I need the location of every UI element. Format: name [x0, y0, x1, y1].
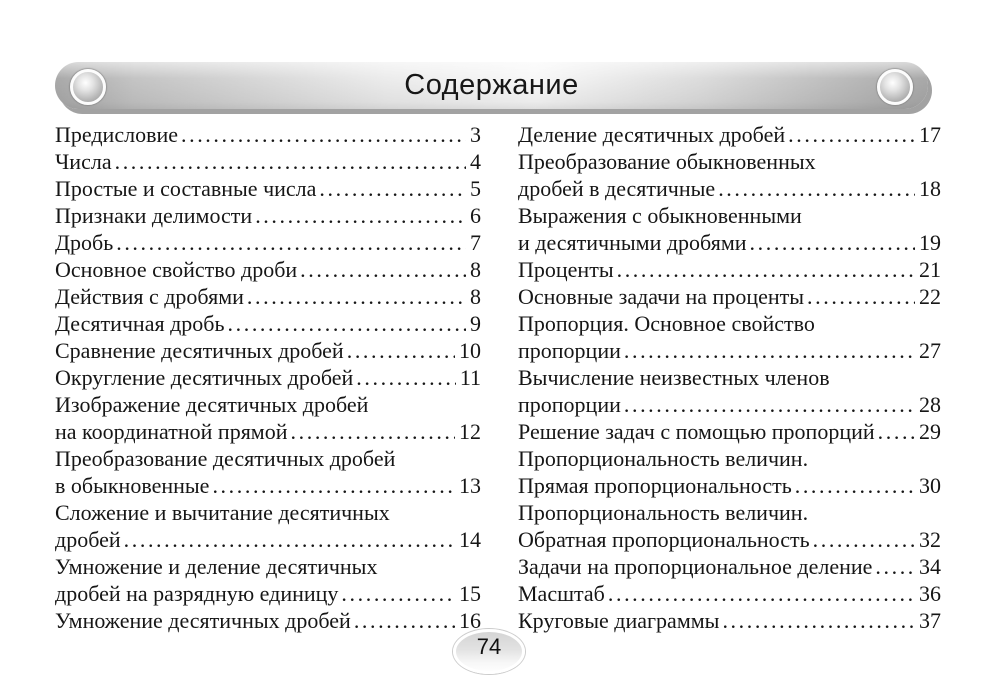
toc-entry-title: и десятичными дробями: [518, 230, 747, 255]
toc-entry-title: Умножение и деление десятичных: [55, 554, 378, 579]
toc-entry-line: [55, 391, 481, 418]
toc-entry-title: Прямая пропорциональность: [518, 473, 792, 498]
toc-entry-title: Действия с дробями: [55, 284, 244, 309]
dot-leader: [116, 229, 466, 256]
toc-entry-line: [518, 526, 941, 553]
dot-leader: [718, 175, 915, 202]
page-number-tab: [453, 629, 525, 674]
dot-leader: [341, 580, 455, 607]
toc-entry-line: [55, 580, 481, 607]
toc-entry-page: 6: [470, 203, 481, 228]
toc-entry-page: 8: [470, 284, 481, 309]
dot-leader: [875, 553, 915, 580]
dot-leader: [356, 364, 456, 391]
toc-entry-title: Признаки делимости: [55, 203, 253, 228]
dot-leader: [255, 202, 466, 229]
toc-entry-title: Выражения с обыкновенными: [518, 203, 802, 228]
toc-entry-title: дробей на разрядную единицу: [55, 581, 339, 606]
toc-entry-line: [518, 580, 941, 607]
toc-entry-title: Пропорция. Основное свойство: [518, 311, 815, 336]
toc-entry-line: [55, 364, 481, 391]
dot-leader: [788, 121, 915, 148]
toc-entry-page: 36: [919, 581, 941, 606]
toc-entry-title: Обратная пропорциональность: [518, 527, 810, 552]
toc-entry-line: [518, 283, 941, 310]
toc-entry-line: [518, 310, 941, 337]
toc-entry-line: [55, 499, 481, 526]
dot-leader: [212, 472, 455, 499]
toc-entry-line: [518, 553, 941, 580]
dot-leader: [319, 175, 466, 202]
toc-entry-title: Предисловие: [55, 122, 178, 147]
dot-leader: [608, 580, 915, 607]
toc-entry-page: 30: [919, 473, 941, 498]
toc-entry-title: Задачи на пропорциональное деление: [518, 554, 873, 579]
dot-leader: [247, 283, 466, 310]
toc-entry-title: Изображение десятичных дробей: [55, 392, 369, 417]
toc-entry-page: 32: [919, 527, 941, 552]
toc-entry-page: 8: [470, 257, 481, 282]
dot-leader: [807, 283, 915, 310]
toc-entry-title: Проценты: [518, 257, 614, 282]
toc-entry-page: 3: [470, 122, 481, 147]
toc-entry-page: 14: [459, 527, 481, 552]
toc-entry-line: [55, 310, 481, 337]
dot-leader: [750, 229, 915, 256]
toc-entry-line: [518, 607, 941, 634]
toc-entry-page: 28: [919, 392, 941, 417]
dot-leader: [124, 526, 455, 553]
toc-entry-page: 17: [919, 122, 941, 147]
toc-entry-page: 21: [919, 257, 941, 282]
dot-leader: [354, 607, 455, 634]
toc-entry-line: [518, 418, 941, 445]
toc-entry-line: [55, 472, 481, 499]
dot-leader: [300, 256, 466, 283]
toc-entry-title: Основные задачи на проценты: [518, 284, 805, 309]
toc-entry-title: Простые и составные числа: [55, 176, 317, 201]
toc-entry-title: на координатной прямой: [55, 419, 288, 444]
toc-entry-title: Числа: [55, 149, 112, 174]
dot-leader: [347, 337, 455, 364]
toc-entry-title: Вычисление неизвестных членов: [518, 365, 830, 390]
toc-column-left: [55, 121, 481, 634]
toc-entry-page: 11: [459, 365, 481, 390]
page-title: Содержание: [404, 69, 579, 101]
toc: [55, 121, 941, 634]
toc-entry-line: [518, 445, 941, 472]
toc-entry-page: 4: [470, 149, 481, 174]
toc-entry-title: Пропорциональность величин.: [518, 446, 809, 471]
toc-entry-page: 27: [919, 338, 941, 363]
toc-entry-title: Пропорциональность величин.: [518, 500, 809, 525]
toc-entry-line: [55, 202, 481, 229]
toc-entry-title: пропорции: [518, 392, 621, 417]
toc-entry-line: [55, 445, 481, 472]
toc-entry-page: 12: [459, 419, 481, 444]
toc-entry-line: [518, 337, 941, 364]
toc-entry-line: [55, 283, 481, 310]
toc-column-right: [518, 121, 941, 634]
toc-entry-page: 5: [470, 176, 481, 201]
toc-entry-title: Сравнение десятичных дробей: [55, 338, 344, 363]
contents-header-bar: [55, 62, 928, 109]
toc-entry-title: Деление десятичных дробей: [518, 122, 786, 147]
toc-entry-page: 37: [919, 608, 941, 633]
page-number: 74: [476, 634, 502, 659]
toc-entry-page: 22: [919, 284, 941, 309]
toc-entry-line: [518, 391, 941, 418]
toc-entry-page: 9: [470, 311, 481, 336]
toc-entry-title: Круговые диаграммы: [518, 608, 720, 633]
toc-entry-line: [55, 553, 481, 580]
toc-entry-title: Сложение и вычитание десятичных: [55, 500, 390, 525]
toc-entry-line: [55, 418, 481, 445]
toc-entry-title: Дробь: [55, 230, 114, 255]
toc-entry-line: [55, 121, 481, 148]
toc-entry-title: Десятичная дробь: [55, 311, 225, 336]
dot-leader: [722, 607, 915, 634]
toc-entry-title: дробей в десятичные: [518, 176, 716, 201]
toc-entry-page: 7: [470, 230, 481, 255]
toc-entry-line: [518, 472, 941, 499]
toc-entry-line: [518, 256, 941, 283]
dot-leader: [115, 148, 466, 175]
toc-entry-page: 19: [919, 230, 941, 255]
toc-entry-page: 34: [919, 554, 941, 579]
toc-entry-line: [518, 229, 941, 256]
dot-leader: [813, 526, 915, 553]
toc-entry-line: [55, 175, 481, 202]
dot-leader: [228, 310, 466, 337]
toc-entry-title: дробей: [55, 527, 121, 552]
toc-entry-title: Умножение десятичных дробей: [55, 608, 351, 633]
toc-entry-title: Округление десятичных дробей: [55, 365, 354, 390]
toc-entry-page: 15: [459, 581, 481, 606]
toc-entry-line: [518, 202, 941, 229]
toc-entry-title: пропорции: [518, 338, 621, 363]
dot-leader: [795, 472, 915, 499]
toc-entry-line: [518, 148, 941, 175]
toc-entry-title: Решение задач с помощью пропорций: [518, 419, 875, 444]
toc-entry-line: [55, 607, 481, 634]
dot-leader: [624, 391, 915, 418]
toc-entry-page: 13: [459, 473, 481, 498]
toc-entry-page: 10: [459, 338, 481, 363]
toc-entry-page: 16: [459, 608, 481, 633]
toc-entry-line: [55, 256, 481, 283]
toc-entry-title: Преобразование обыкновенных: [518, 149, 816, 174]
toc-entry-line: [55, 337, 481, 364]
toc-entry-title: Основное свойство дроби: [55, 257, 298, 282]
toc-entry-line: [518, 364, 941, 391]
toc-entry-title: Преобразование десятичных дробей: [55, 446, 396, 471]
toc-entry-page: 18: [919, 176, 941, 201]
toc-entry-page: 29: [919, 419, 941, 444]
toc-entry-title: в обыкновенные: [55, 473, 210, 498]
dot-leader: [617, 256, 915, 283]
toc-entry-line: [518, 175, 941, 202]
toc-entry-line: [518, 499, 941, 526]
toc-entry-title: Масштаб: [518, 581, 605, 606]
toc-entry-line: [55, 229, 481, 256]
toc-entry-line: [55, 148, 481, 175]
toc-entry-line: [55, 526, 481, 553]
dot-leader: [291, 418, 455, 445]
toc-entry-line: [518, 121, 941, 148]
dot-leader: [878, 418, 915, 445]
dot-leader: [181, 121, 466, 148]
dot-leader: [624, 337, 915, 364]
